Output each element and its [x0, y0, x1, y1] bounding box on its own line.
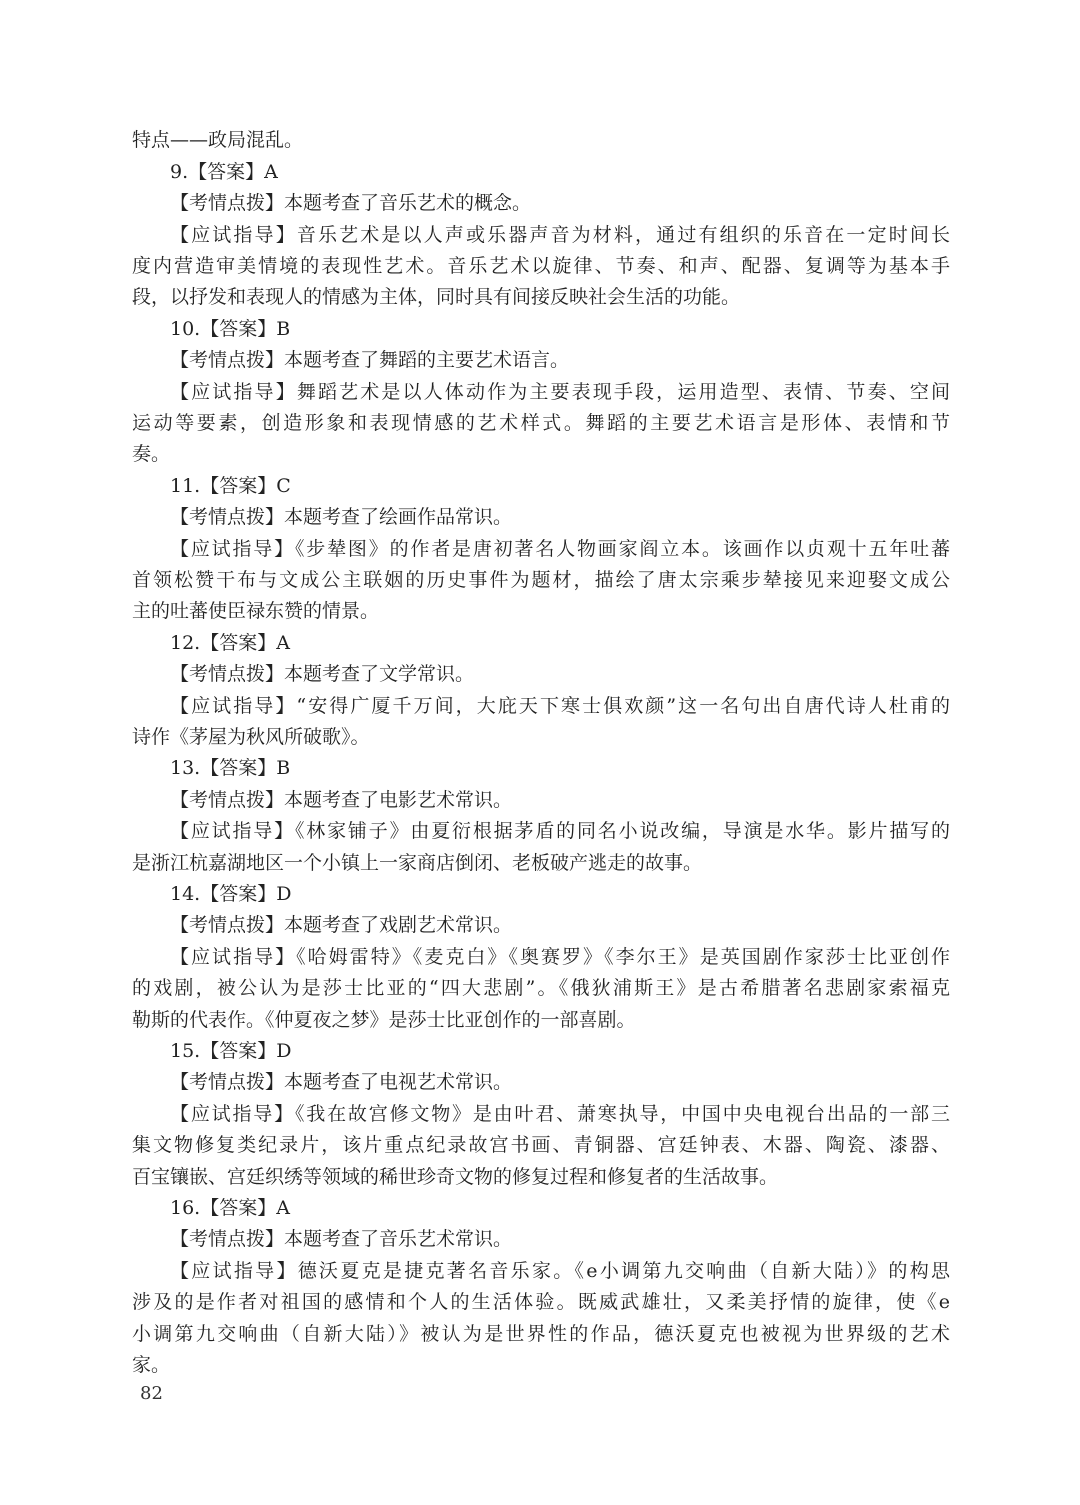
text-line: 段，以抒发和表现人的情感为主体，同时具有间接反映社会生活的功能。 — [132, 286, 741, 308]
text-line: 百宝镶嵌、宫廷织绣等领域的稀世珍奇文物的修复过程和修复者的生活故事。 — [132, 1166, 779, 1188]
key-point-line: 【考情点拨】本题考查了绘画作品常识。 — [170, 506, 513, 528]
answer-line: 14.【答案】D — [170, 883, 292, 905]
text-line: 勒斯的代表作。《仲夏夜之梦》是莎士比亚创作的一部喜剧。 — [132, 1009, 636, 1031]
text-line: 小调第九交响曲（自新大陆）》被认为是世界性的作品，德沃夏克也被视为世界级的艺术 — [132, 1323, 950, 1345]
text-line: 主的吐蕃使臣禄东赞的情景。 — [132, 600, 380, 622]
key-point-line: 【考情点拨】本题考查了舞蹈的主要艺术语言。 — [170, 349, 570, 371]
text-line: 是浙江杭嘉湖地区一个小镇上一家商店倒闭、老板破产逃走的故事。 — [132, 852, 703, 874]
key-point-line: 【考情点拨】本题考查了音乐艺术的概念。 — [170, 192, 532, 214]
key-point-line: 【考情点拨】本题考查了文学常识。 — [170, 663, 475, 685]
key-point-line: 【考情点拨】本题考查了电视艺术常识。 — [170, 1071, 513, 1093]
text-line: 度内营造审美情境的表现性艺术。音乐艺术以旋律、节奏、和声、配器、复调等为基本手 — [132, 255, 950, 277]
answer-line: 11.【答案】C — [170, 475, 291, 497]
guide-line: 【应试指导】音乐艺术是以人声或乐器声音为材料，通过有组织的乐音在一定时间长 — [170, 224, 950, 246]
key-point-line: 【考情点拨】本题考查了音乐艺术常识。 — [170, 1228, 513, 1250]
text-line: 特点——政局混乱。 — [132, 129, 304, 151]
key-point-line: 【考情点拨】本题考查了戏剧艺术常识。 — [170, 914, 513, 936]
text-line: 涉及的是作者对祖国的感情和个人的生活体验。既威武雄壮，又柔美抒情的旋律，使《e — [132, 1291, 950, 1313]
guide-line: 【应试指导】《步辇图》的作者是唐初著名人物画家阎立本。该画作以贞观十五年吐蕃 — [170, 538, 950, 560]
key-point-line: 【考情点拨】本题考查了电影艺术常识。 — [170, 789, 513, 811]
text-line: 运动等要素，创造形象和表现情感的艺术样式。舞蹈的主要艺术语言是形体、表情和节 — [132, 412, 950, 434]
text-line: 奏。 — [132, 443, 171, 465]
answer-line: 9.【答案】A — [170, 161, 278, 183]
guide-line: 【应试指导】舞蹈艺术是以人体动作为主要表现手段，运用造型、表情、节奏、空间 — [170, 381, 950, 403]
text-line: 家。 — [132, 1354, 171, 1376]
text-line: 诗作《茅屋为秋风所破歌》。 — [132, 726, 370, 748]
text-line: 首领松赞干布与文成公主联姻的历史事件为题材，描绘了唐太宗乘步辇接见来迎娶文成公 — [132, 569, 950, 591]
page-number: 82 — [140, 1383, 163, 1404]
guide-line: 【应试指导】《哈姆雷特》《麦克白》《奥赛罗》《李尔王》是英国剧作家莎士比亚创作 — [170, 946, 950, 968]
answer-line: 16.【答案】A — [170, 1197, 290, 1219]
answer-line: 12.【答案】A — [170, 632, 290, 654]
guide-line: 【应试指导】《林家铺子》由夏衍根据茅盾的同名小说改编，导演是水华。影片描写的 — [170, 820, 950, 842]
answer-line: 13.【答案】B — [170, 757, 291, 779]
guide-line: 【应试指导】《我在故宫修文物》是由叶君、萧寒执导，中国中央电视台出品的一部三 — [170, 1103, 950, 1125]
guide-line: 【应试指导】德沃夏克是捷克著名音乐家。《e小调第九交响曲（自新大陆）》的构思 — [170, 1260, 950, 1282]
text-line: 集文物修复类纪录片，该片重点纪录故宫书画、青铜器、宫廷钟表、木器、陶瓷、漆器、 — [132, 1134, 950, 1156]
answer-line: 10.【答案】B — [170, 318, 291, 340]
guide-line: 【应试指导】“安得广厦千万间，大庇天下寒士俱欢颜”这一名句出自唐代诗人杜甫的 — [170, 695, 950, 717]
text-line: 的戏剧，被公认为是莎士比亚的“四大悲剧”。《俄狄浦斯王》是古希腊著名悲剧家索福克 — [132, 977, 950, 999]
answer-line: 15.【答案】D — [170, 1040, 292, 1062]
